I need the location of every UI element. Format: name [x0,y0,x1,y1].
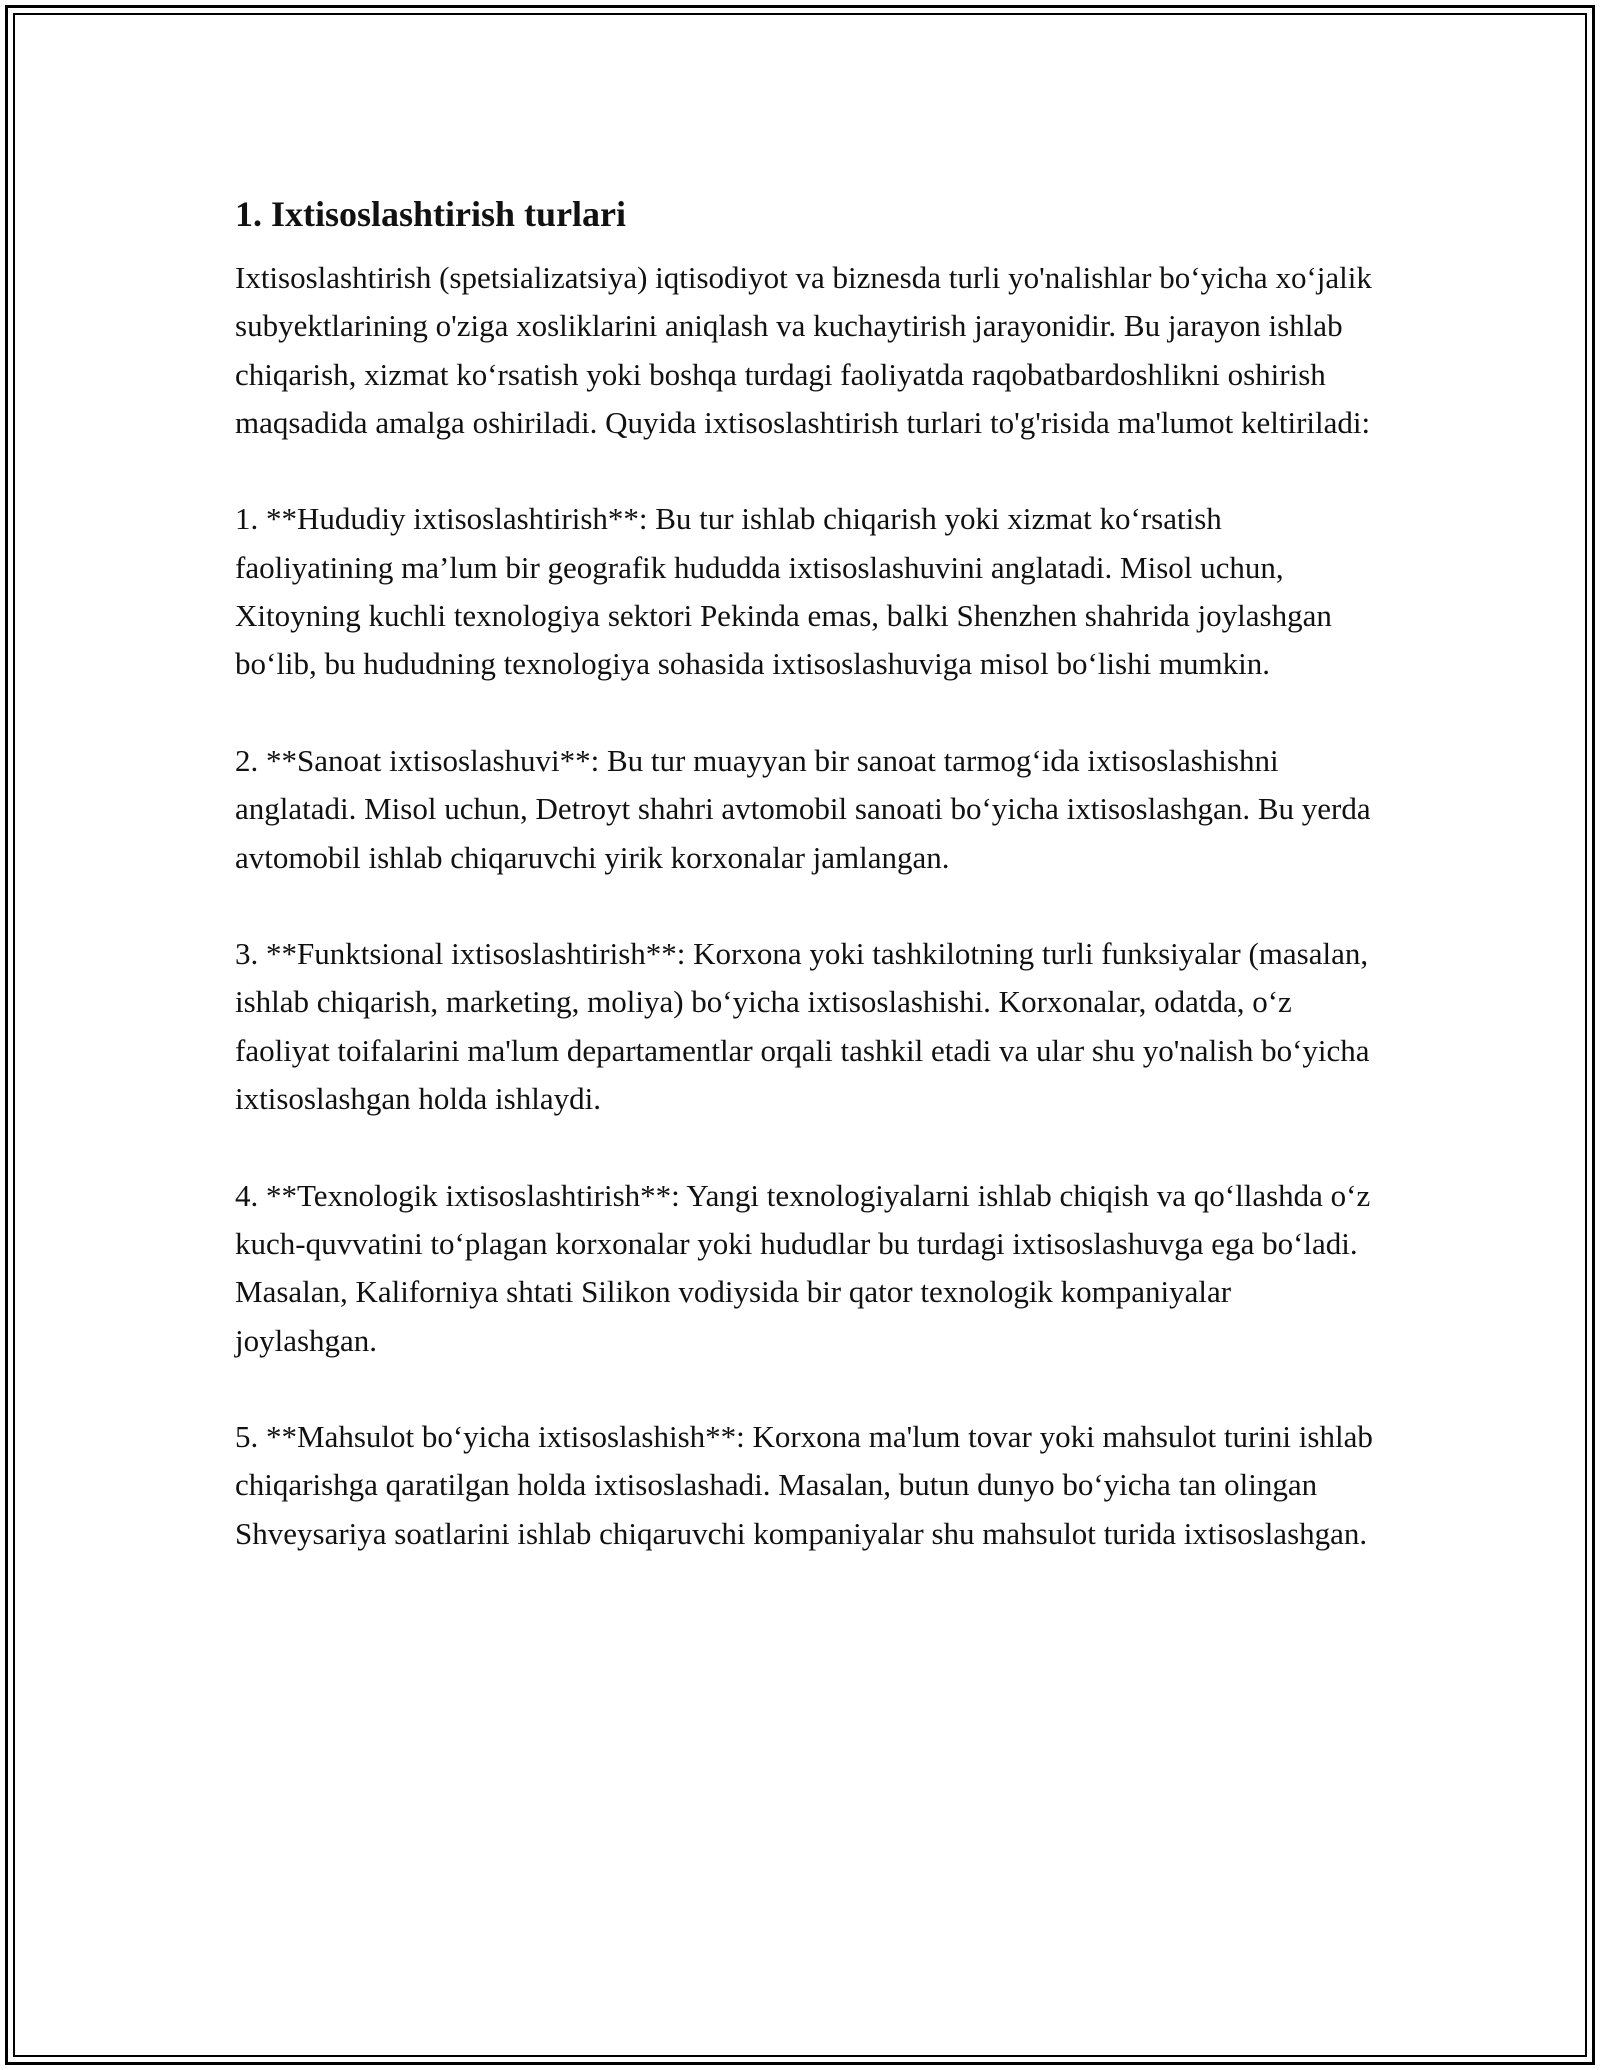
list-item-texnologik: 4. **Texnologik ixtisoslashtirish**: Yangi texnologiyalarni ishlab chiqish va qo‘llashda o‘z kuch-quvvatini to‘plagan korxonalar yoki hududlar bu turdagi ixtisoslashuvga ega bo‘ladi. Masalan, Kaliforniya shtati Silikon vodiysida bir qator texnologik kompaniyalar joylashgan. [235,1177,1371,1358]
list-item-funktsional: 3. **Funktsional ixtisoslashtirish**: Korxona yoki tashkilotning turli funksiyalar (masalan, ishlab chiqarish, marketing, moliya) bo‘yicha ixtisoslashishi. Korxonalar, odatda, o‘z faoliyat toifalarini ma'lum departamentlar orqali tashkil etadi va ular shu yo'nalish bo‘yicha ixtisoslashgan holda ishlaydi. [235,936,1370,1117]
list-item-hududiy: 1. **Hududiy ixtisoslashtirish**: Bu tur ishlab chiqarish yoki xizmat ko‘rsatish faoliyatining ma’lum bir geografik hududda ixtisoslashuvini anglatadi. Misol uchun, Xitoyning kuchli texnologiya sektori Pekinda emas, balki Shenzhen shahrida joylashgan bo‘lib, bu hududning texnologiya sohasida ixtisoslashuviga misol bo‘lishi mumkin. [235,501,1332,682]
intro-paragraph: Ixtisoslashtirish (spetsializatsiya) iqtisodiyot va biznesda turli yo'nalishlar bo‘yicha xo‘jalik subyektlarining o'ziga xosliklarini aniqlash va kuchaytirish jarayonidir. Bu jarayon ishlab chiqarish, xizmat ko‘rsatish yoki boshqa turdagi faoliyatda raqobatbardoshlikni oshirish maqsadida amalga oshiriladi. Quyida ixtisoslashtirish turlari to'g'risida ma'lumot keltiriladi: [235,260,1372,440]
section-heading: 1. Ixtisoslashtirish turlari [235,194,627,234]
list-item-mahsulot: 5. **Mahsulot bo‘yicha ixtisoslashish**: Korxona ma'lum tovar yoki mahsulot turini ishlab chiqarishga qaratilgan holda ixtisoslashadi. Masalan, butun dunyo bo‘yicha tan olingan Shveysariya soatlarini ishlab chiqaruvchi kompaniyalar shu mahsulot turida ixtisoslashgan. [235,1419,1373,1551]
document-body [235,186,1375,1606]
list-item-sanoat: 2. **Sanoat ixtisoslashuvi**: Bu tur muayyan bir sanoat tarmog‘ida ixtisoslashishni anglatadi. Misol uchun, Detroyt shahri avtomobil sanoati bo‘yicha ixtisoslashgan. Bu yerda avtomobil ishlab chiqaruvchi yirik korxonalar jamlangan. [235,742,1371,875]
